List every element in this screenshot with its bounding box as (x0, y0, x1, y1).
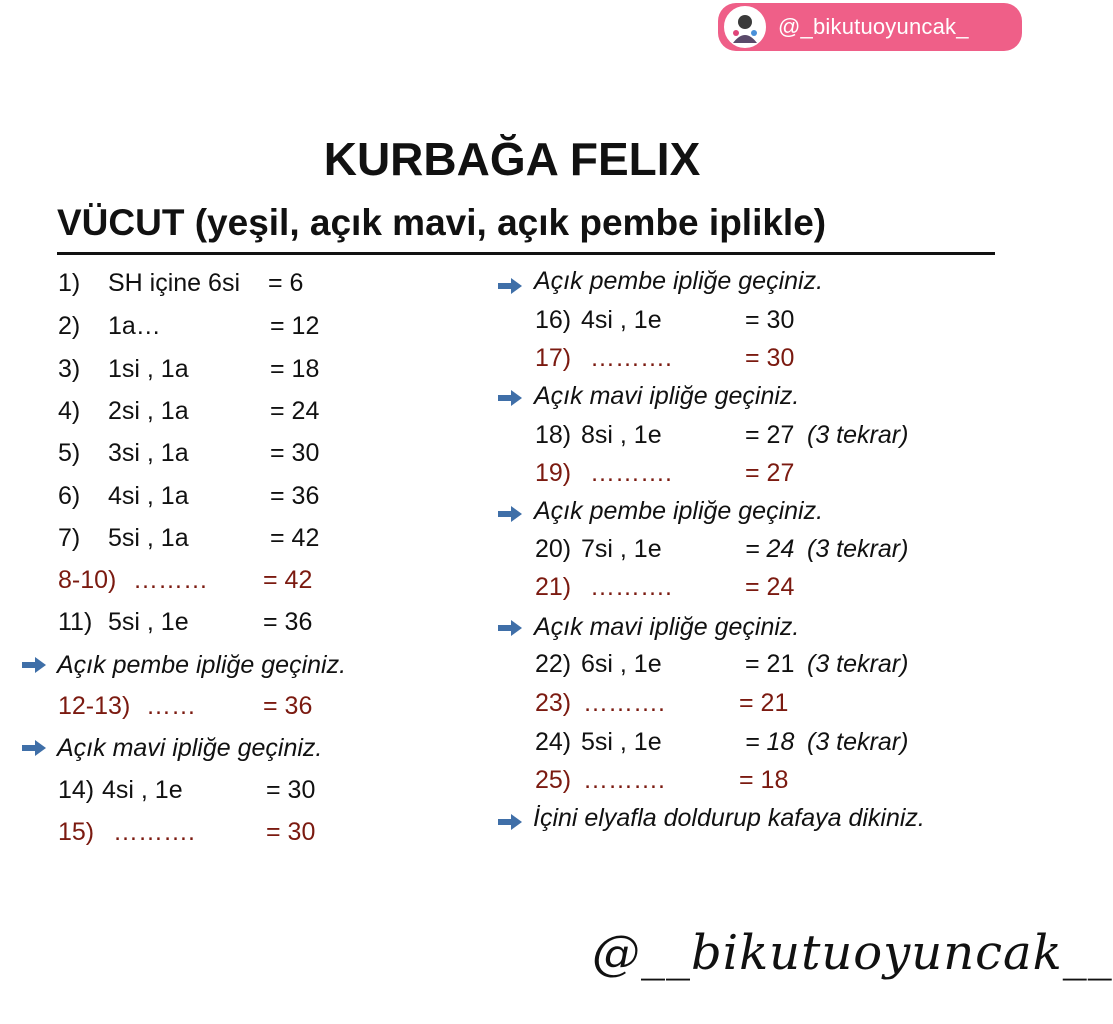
step-result: = 6 (268, 269, 304, 297)
step-instruction: ………. (590, 573, 672, 601)
signature: @__bikutuoyuncak__ (592, 925, 1113, 981)
step-number: 7) (58, 524, 81, 552)
step-result: = 30 (270, 439, 320, 467)
step-number: 4) (58, 397, 81, 425)
step-instruction: 8si , 1e (581, 421, 662, 449)
step-instruction: 4si , 1a (108, 482, 189, 510)
instruction-text: Açık mavi ipliğe geçiniz. (534, 613, 800, 641)
step-number: 18) (535, 421, 572, 449)
subtitle-underline (57, 252, 995, 255)
instruction-text: Açık pembe ipliğe geçiniz. (534, 267, 824, 295)
step-number: 19) (535, 459, 572, 487)
step-instruction: ………. (583, 766, 665, 794)
step-number: 25) (535, 766, 572, 794)
repeat-note: (3 tekrar) (807, 535, 909, 563)
step-result: = 30 (266, 818, 316, 846)
step-result: = 18 (745, 728, 795, 756)
page-title: KURBAĞA FELIX (323, 133, 701, 185)
arrow-right-icon (498, 390, 522, 406)
step-instruction: ………. (583, 689, 665, 717)
repeat-note: (3 tekrar) (807, 728, 909, 756)
step-number: 8-10) (58, 566, 117, 594)
step-instruction: 6si , 1e (581, 650, 662, 678)
step-result: = 30 (745, 344, 795, 372)
step-result: = 21 (745, 650, 795, 678)
step-result: = 36 (263, 692, 313, 720)
step-number: 23) (535, 689, 572, 717)
step-result: = 27 (745, 421, 795, 449)
step-result: = 24 (745, 535, 795, 563)
step-number: 5) (58, 439, 81, 467)
step-number: 17) (535, 344, 572, 372)
step-number: 16) (535, 306, 572, 334)
arrow-right-icon (498, 278, 522, 294)
step-instruction: 3si , 1a (108, 439, 189, 467)
step-result: = 24 (745, 573, 795, 601)
step-number: 11) (58, 608, 93, 636)
step-number: 3) (58, 355, 81, 383)
instruction-text: Açık mavi ipliğe geçiniz. (534, 382, 800, 410)
step-instruction: 4si , 1e (102, 776, 183, 804)
repeat-note: (3 tekrar) (807, 421, 909, 449)
step-result: = 42 (270, 524, 320, 552)
step-instruction: ………. (113, 818, 195, 846)
watermark-handle: @_bikutuoyuncak_ (778, 14, 969, 39)
step-result: = 36 (270, 482, 320, 510)
arrow-right-icon (22, 740, 46, 756)
step-result: = 30 (266, 776, 316, 804)
arrow-right-icon (22, 657, 46, 673)
step-instruction: …… (146, 692, 196, 720)
step-instruction: 1si , 1a (108, 355, 189, 383)
step-instruction: ………. (590, 459, 672, 487)
step-instruction: SH içine 6si (108, 269, 240, 297)
step-result: = 21 (739, 689, 789, 717)
step-instruction: 5si , 1e (581, 728, 662, 756)
step-instruction: 5si , 1e (108, 608, 189, 636)
section-subtitle: VÜCUT (yeşil, açık mavi, açık pembe iplikle) (57, 202, 827, 243)
instruction-text: Açık pembe ipliğe geçiniz. (534, 497, 824, 525)
step-instruction: ………. (590, 344, 672, 372)
step-result: = 30 (745, 306, 795, 334)
step-result: = 42 (263, 566, 313, 594)
step-result: = 12 (270, 312, 320, 340)
repeat-note: (3 tekrar) (807, 650, 909, 678)
step-number: 12-13) (58, 692, 131, 720)
step-instruction: 4si , 1e (581, 306, 662, 334)
arrow-right-icon (498, 814, 522, 830)
step-number: 1) (58, 269, 81, 297)
step-number: 15) (58, 818, 95, 846)
arrow-right-icon (498, 506, 522, 522)
step-number: 21) (535, 573, 572, 601)
avatar (724, 6, 766, 48)
step-result: = 36 (263, 608, 313, 636)
step-number: 24) (535, 728, 572, 756)
step-result: = 18 (739, 766, 789, 794)
step-instruction: 1a… (108, 312, 161, 340)
step-result: = 18 (270, 355, 320, 383)
step-instruction: ……… (133, 566, 208, 594)
step-instruction: 2si , 1a (108, 397, 189, 425)
watermark-badge (718, 3, 1022, 51)
step-result: = 24 (270, 397, 320, 425)
arrow-right-icon (498, 620, 522, 636)
step-result: = 27 (745, 459, 795, 487)
step-instruction: 5si , 1a (108, 524, 189, 552)
step-instruction: 7si , 1e (581, 535, 662, 563)
final-instruction: İçini elyafla doldurup kafaya dikiniz. (533, 804, 925, 832)
instruction-text: Açık pembe ipliğe geçiniz. (57, 651, 347, 679)
step-number: 2) (58, 312, 81, 340)
instruction-text: Açık mavi ipliğe geçiniz. (57, 734, 323, 762)
step-number: 6) (58, 482, 81, 510)
step-number: 22) (535, 650, 572, 678)
step-number: 20) (535, 535, 572, 563)
step-number: 14) (58, 776, 95, 804)
